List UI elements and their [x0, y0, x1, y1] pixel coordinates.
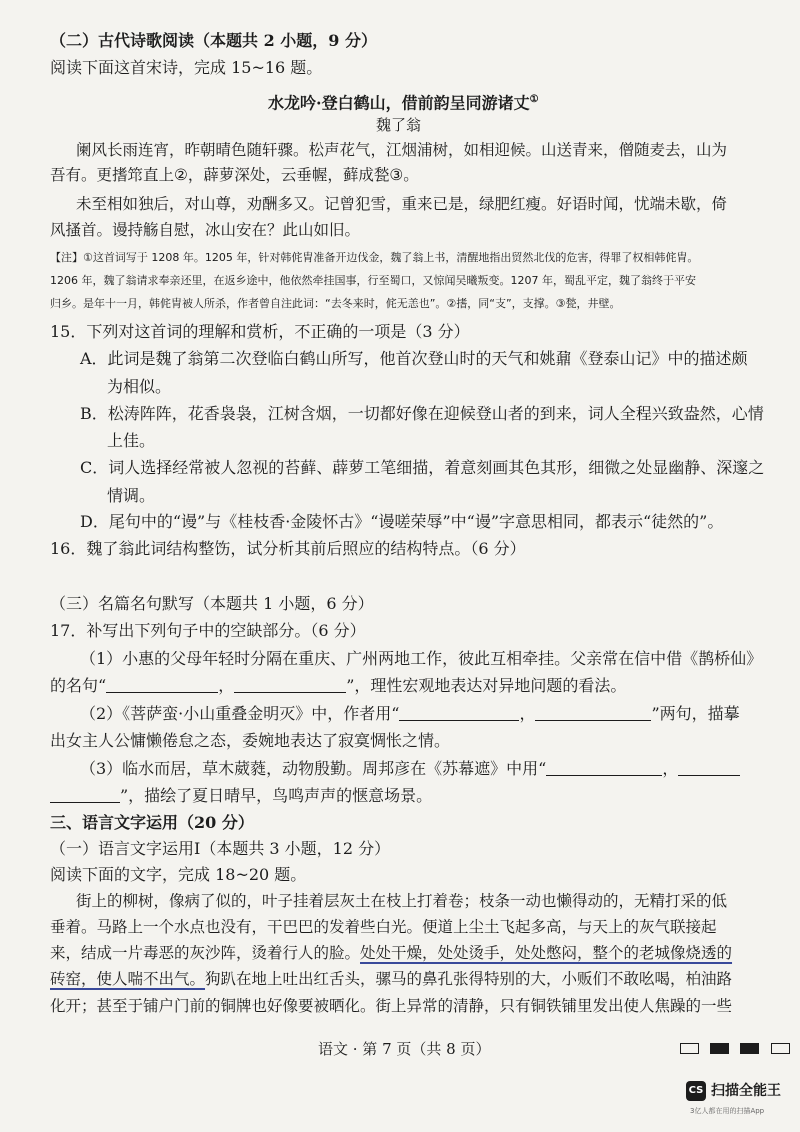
marker-square: [740, 1043, 759, 1054]
answer-blank[interactable]: [399, 704, 519, 721]
question-16: 16．魏了翁此词结构整饬，试分析其前后照应的结构特点。（6 分）: [50, 539, 526, 558]
scanner-app-tagline: 3亿人都在用的扫描App: [690, 1107, 765, 1115]
option-c: C．词人选择经常被人忽视的苔藓、薜萝工笔细描，着意刻画其色其形，细微之处显幽静、深邃之: [80, 458, 765, 477]
option-a-cont: 为相似。: [107, 377, 172, 396]
sentence-1-fill: 的名句“ ， ”，理性宏观地表达对异地问题的看法。: [50, 676, 627, 695]
page-number: 语文 · 第 7 页（共 8 页）: [318, 1040, 491, 1058]
answer-blank[interactable]: [546, 759, 662, 776]
marker-square: [710, 1043, 729, 1054]
scanner-logo-icon: CS: [686, 1081, 706, 1101]
poem-line: 未至相如独后，对山尊，劝酬多又。记曾犯雪，重来已是，绿肥红瘦。好语时闻，忧端未歇，倚: [76, 195, 728, 213]
sentence-1: （1）小惠的父母年轻时分隔在重庆、广州两地工作，彼此互相牵挂。父亲常在信中借《鹊桥仙》: [80, 649, 763, 668]
poem-note: 1206 年，魏了翁请求奉亲还里，在返乡途中，他依然牵挂国事，行至蜀口，又惊闻吴曦叛变。1207 年，蜀乱平定，魏了翁终于平安: [50, 274, 696, 287]
sentence-2-cont: 出女主人公慵懒倦怠之态，委婉地表达了寂寞惆怅之情。: [50, 731, 451, 750]
option-b-cont: 上佳。: [107, 431, 156, 450]
question-15: 15．下列对这首词的理解和赏析，不正确的一项是（3 分）: [50, 322, 470, 341]
sentence-3-cont: ”，描绘了夏日晴早，鸟鸣声声的惬意场景。: [50, 785, 432, 807]
poem-title: 水龙吟·登白鹤山，借前韵呈同游诸丈①: [268, 93, 539, 113]
poem-note: 【注】①这首词写于 1208 年。1205 年，针对韩侂胄准备开边伐金，魏了翁上书，清醒地指出贸然北伐的危害，得罪了权相韩侂胄。: [50, 251, 699, 264]
section-heading: （三）名篇名句默写（本题共 1 小题，6 分）: [50, 594, 374, 613]
marker-square: [771, 1043, 790, 1054]
part-heading: 三、语言文字运用（20 分）: [50, 813, 254, 832]
sentence-3: （3）临水而居，草木葳蕤，动物殷勤。周邦彦在《苏幕遮》中用“ ，: [80, 758, 740, 780]
poem-line: 阑风长雨连宵，昨朝晴色随轩骤。松声花气，江烟浦树，如相迎候。山送青来，僧随麦去，山为: [76, 141, 728, 159]
passage-line: 化开；甚至于铺户门前的铜牌也好像要被晒化。街上异常的清静，只有铜铁铺里发出使人焦躁的一些: [50, 997, 733, 1015]
answer-blank[interactable]: [234, 676, 346, 693]
poem-author: 魏了翁: [376, 116, 422, 134]
sentence-2: （2）《菩萨蛮·小山重叠金明灭》中，作者用“ ， ”两句，描摹: [80, 704, 740, 723]
answer-blank[interactable]: [50, 786, 120, 803]
question-17: 17．补写出下列句子中的空缺部分。（6 分）: [50, 621, 366, 640]
passage-line: 来，结成一片毒恶的灰沙阵，烫着行人的脸。处处干燥，处处烫手，处处憋闷，整个的老城像烧透的: [50, 944, 733, 962]
poem-note: 归乡。是年十一月，韩侂胄被人所杀，作者曾自注此词：“去冬来时，侂无恙也”。②搘，同“支”，支撑。③甃，井壁。: [50, 297, 621, 310]
poem-line: 风搔首。谩持觞自慰，冰山安在？此山如旧。: [50, 221, 361, 239]
scanner-app-name: 扫描全能王: [711, 1083, 781, 1099]
answer-blank[interactable]: [106, 676, 218, 693]
option-c-cont: 情调。: [107, 486, 156, 505]
underlined-text: 处处干燥，处处烫手，处处憋闷，整个的老城像烧透的: [360, 944, 733, 962]
marker-square: [680, 1043, 699, 1054]
passage-line: 垂着。马路上一个水点也没有，干巴巴的发着些白光。便道上尘土飞起多高，与天上的灰气联接起: [50, 918, 717, 936]
passage-line: 砖窑，使人喘不出气。狗趴在地上吐出红舌头，骡马的鼻孔张得特别的大，小贩们不敢吆喝，柏油路: [50, 970, 733, 988]
option-a: A．此词是魏了翁第二次登临白鹤山所写，他首次登山时的天气和姚鼐《登泰山记》中的描述颇: [80, 349, 748, 368]
passage-line: 街上的柳树，像病了似的，叶子挂着层灰土在枝上打着卷；枝条一动也懒得动的，无精打采的低: [76, 892, 728, 910]
option-b: B．松涛阵阵，花香袅袅，江树含烟，一切都好像在迎候登山者的到来，词人全程兴致盎然，心情: [80, 404, 764, 423]
footnote-mark: ①: [529, 94, 539, 105]
subsection-heading: （一）语言文字运用Ⅰ（本题共 3 小题，12 分）: [50, 839, 391, 858]
underlined-text: 砖窑，使人喘不出气。: [50, 970, 206, 988]
answer-blank[interactable]: [535, 704, 651, 721]
poem-line: 吾有。更搘筇直上②，薜萝深处，云垂幄，藓成甃③。: [50, 166, 419, 184]
option-d: D．尾句中的“谩”与《桂枝香·金陵怀古》“谩嗟荣辱”中“谩”字意思相同，都表示“徒然的”。: [80, 512, 724, 531]
section-heading: （二）古代诗歌阅读（本题共 2 小题，9 分）: [50, 31, 377, 50]
reading-intro: 阅读下面的文字，完成 18~20 题。: [50, 865, 307, 884]
section-intro: 阅读下面这首宋诗，完成 15~16 题。: [50, 58, 323, 77]
answer-blank[interactable]: [678, 759, 740, 776]
